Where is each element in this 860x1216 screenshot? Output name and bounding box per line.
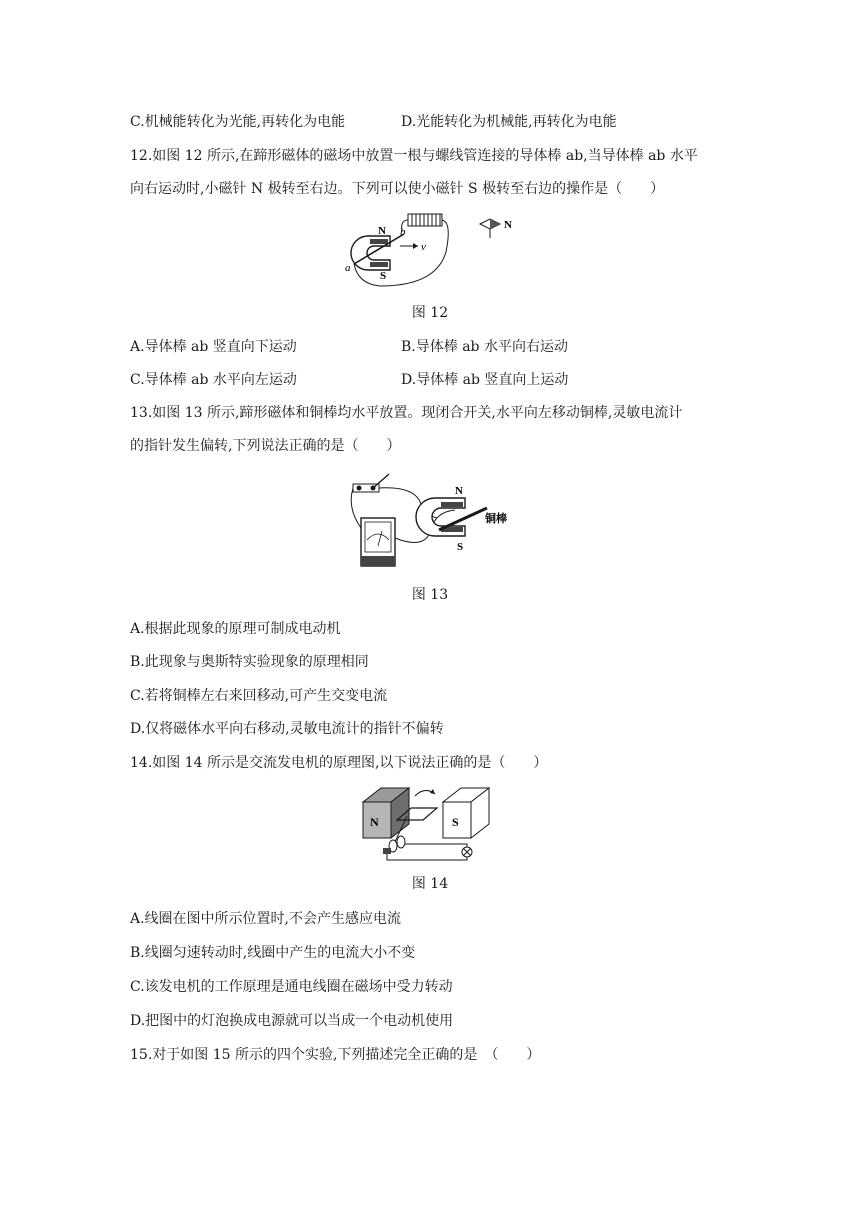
fig12-label-n: N bbox=[378, 225, 386, 237]
q14-stem: 14.如图 14 所示是交流发电机的原理图,以下说法正确的是（ ） bbox=[130, 755, 548, 771]
fig14-label-n: N bbox=[370, 815, 379, 829]
fig13-label-n: N bbox=[455, 485, 463, 497]
fig14-label-s: S bbox=[452, 815, 459, 829]
figure-13 bbox=[345, 468, 515, 578]
q11-option-d: D.光能转化为机械能,再转化为电能 bbox=[401, 114, 617, 130]
figure-14 bbox=[355, 782, 505, 866]
q14-option-c: C.该发电机的工作原理是通电线圈在磁场中受力转动 bbox=[130, 979, 453, 995]
q15-stem: 15.对于如图 15 所示的四个实验,下列描述完全正确的是 （ ） bbox=[130, 1047, 541, 1063]
fig12-needle-n: N bbox=[504, 219, 512, 231]
q13-stem-line-1: 13.如图 13 所示,蹄形磁体和铜棒均水平放置。现闭合开关,水平向左移动铜棒,灵敏电流计 bbox=[130, 405, 683, 421]
fig12-label-v: v bbox=[421, 241, 426, 253]
q14-option-a: A.线圈在图中所示位置时,不会产生感应电流 bbox=[130, 911, 402, 927]
fig13-label-s: S bbox=[457, 541, 464, 553]
q13-option-a: A.根据此现象的原理可制成电动机 bbox=[130, 621, 341, 637]
fig13-label-rod: 铜棒 bbox=[485, 513, 507, 525]
fig12-label-b: b bbox=[400, 226, 406, 238]
q13-stem-line-2: 的指针发生偏转,下列说法正确的是（ ） bbox=[130, 438, 401, 454]
q14-option-b: B.线圈匀速转动时,线圈中产生的电流大小不变 bbox=[130, 945, 416, 961]
q13-option-c: C.若将铜棒左右来回移动,可产生交变电流 bbox=[130, 688, 388, 704]
q12-option-b: B.导体棒 ab 水平向右运动 bbox=[401, 339, 568, 355]
fig12-caption: 图 12 bbox=[411, 305, 449, 321]
q12-stem-line-2: 向右运动时,小磁针 N 极转至右边。下列可以使小磁针 S 极转至右边的操作是（ ） bbox=[130, 181, 665, 197]
fig14-caption: 图 14 bbox=[411, 876, 449, 892]
fig12-label-s: S bbox=[380, 270, 387, 282]
q14-option-d: D.把图中的灯泡换成电源就可以当成一个电动机使用 bbox=[130, 1013, 454, 1029]
q13-option-d: D.仅将磁体水平向右移动,灵敏电流计的指针不偏转 bbox=[130, 721, 444, 737]
q12-stem-line-1: 12.如图 12 所示,在蹄形磁体的磁场中放置一根与螺线管连接的导体棒 ab,当导体棒 ab 水平 bbox=[130, 148, 698, 164]
fig12-label-a: a bbox=[345, 262, 351, 274]
fig13-caption: 图 13 bbox=[411, 587, 449, 603]
q12-option-c: C.导体棒 ab 水平向左运动 bbox=[130, 372, 297, 388]
figure-12 bbox=[340, 208, 530, 298]
q11-option-c: C.机械能转化为光能,再转化为电能 bbox=[130, 114, 346, 130]
q12-option-a: A.导体棒 ab 竖直向下运动 bbox=[130, 339, 297, 355]
q13-option-b: B.此现象与奥斯特实验现象的原理相同 bbox=[130, 654, 369, 670]
q12-option-d: D.导体棒 ab 竖直向上运动 bbox=[401, 372, 569, 388]
